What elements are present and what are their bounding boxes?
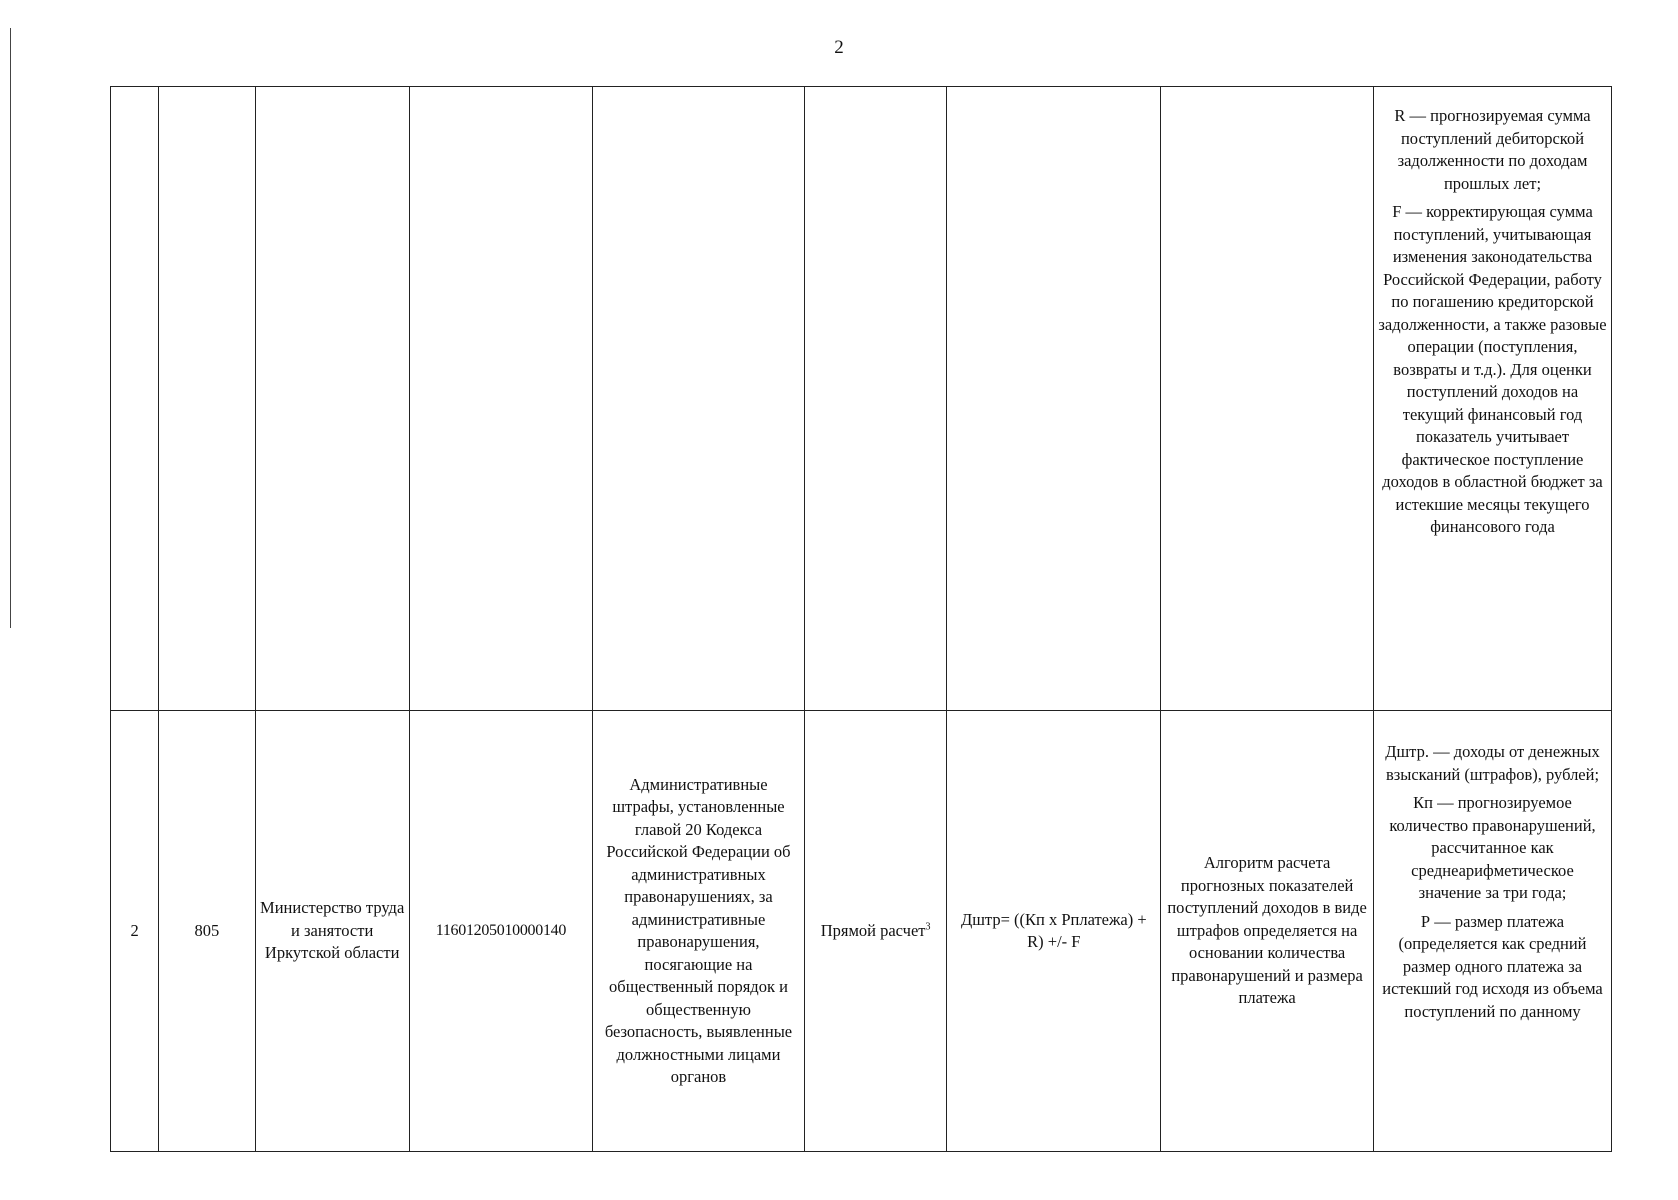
revenue-table	[110, 86, 1612, 1152]
cell-revenue-name	[593, 87, 805, 711]
cell-method	[804, 711, 947, 1152]
explanation-kp: Кп — прогнозируемое количество правонарушений, рассчитанное как среднеарифметическое значение за три года;	[1389, 793, 1596, 902]
cell-administrator: Министерство труда и занятости Иркутской области	[255, 711, 409, 1152]
cell-formula	[947, 87, 1161, 711]
continuation-row	[111, 87, 1612, 711]
footnote-mark: 3	[925, 921, 931, 933]
margin-line	[10, 28, 11, 628]
cell-number: 2	[111, 711, 159, 1152]
cell-explanation	[1374, 87, 1612, 711]
cell-method	[804, 87, 947, 711]
explanation-f: F — корректирующая сумма поступлений, учитывающая изменения законодательства Российской Федерации, работу по погашению кредиторской задолженности, а также разовые операции (поступления, возвраты и т.д.). Для оценки поступлений доходов на текущий финансовый год показатель учитывает фактическое поступление доходов в областной бюджет за истекшие месяцы текущего финансового года	[1378, 202, 1607, 536]
method-text: Прямой расчет	[820, 920, 926, 940]
cell-number	[111, 87, 159, 711]
cell-explanation	[1374, 711, 1612, 1152]
cell-algorithm	[1161, 87, 1374, 711]
page-number: 2	[834, 37, 844, 58]
cell-admin-code	[159, 87, 255, 711]
cell-admin-code: 805	[159, 711, 255, 1152]
cell-administrator	[255, 87, 409, 711]
explanation-p: Р — размер платежа (определяется как средний размер одного платежа за истекший год исходя из объема поступлений по данному	[1382, 911, 1603, 1021]
explanation-r: R — прогнозируемая сумма поступлений дебиторской задолженности по доходам прошлых лет;	[1394, 106, 1591, 193]
cell-formula: Дштр= ((Кп x Рплатежа) + R) +/- F	[947, 711, 1161, 1152]
table-row	[111, 711, 1612, 1152]
cell-algorithm: Алгоритм расчета прогнозных показателей поступлений доходов в виде штрафов определяется на основании количества правонарушений и размера платежа	[1161, 711, 1374, 1152]
cell-revenue-name: Административные штрафы, установленные главой 20 Кодекса Российской Федерации об административных правонарушениях, за административные правонарушения, посягающие на общественный порядок и общественную безопасность, выявленные должностными лицами органов	[593, 711, 805, 1152]
explanation-dshtr: Дштр. — доходы от денежных взысканий (штрафов), рублей;	[1385, 742, 1600, 784]
cell-kbk: 11601205010000140	[409, 711, 592, 1152]
cell-kbk	[409, 87, 592, 711]
